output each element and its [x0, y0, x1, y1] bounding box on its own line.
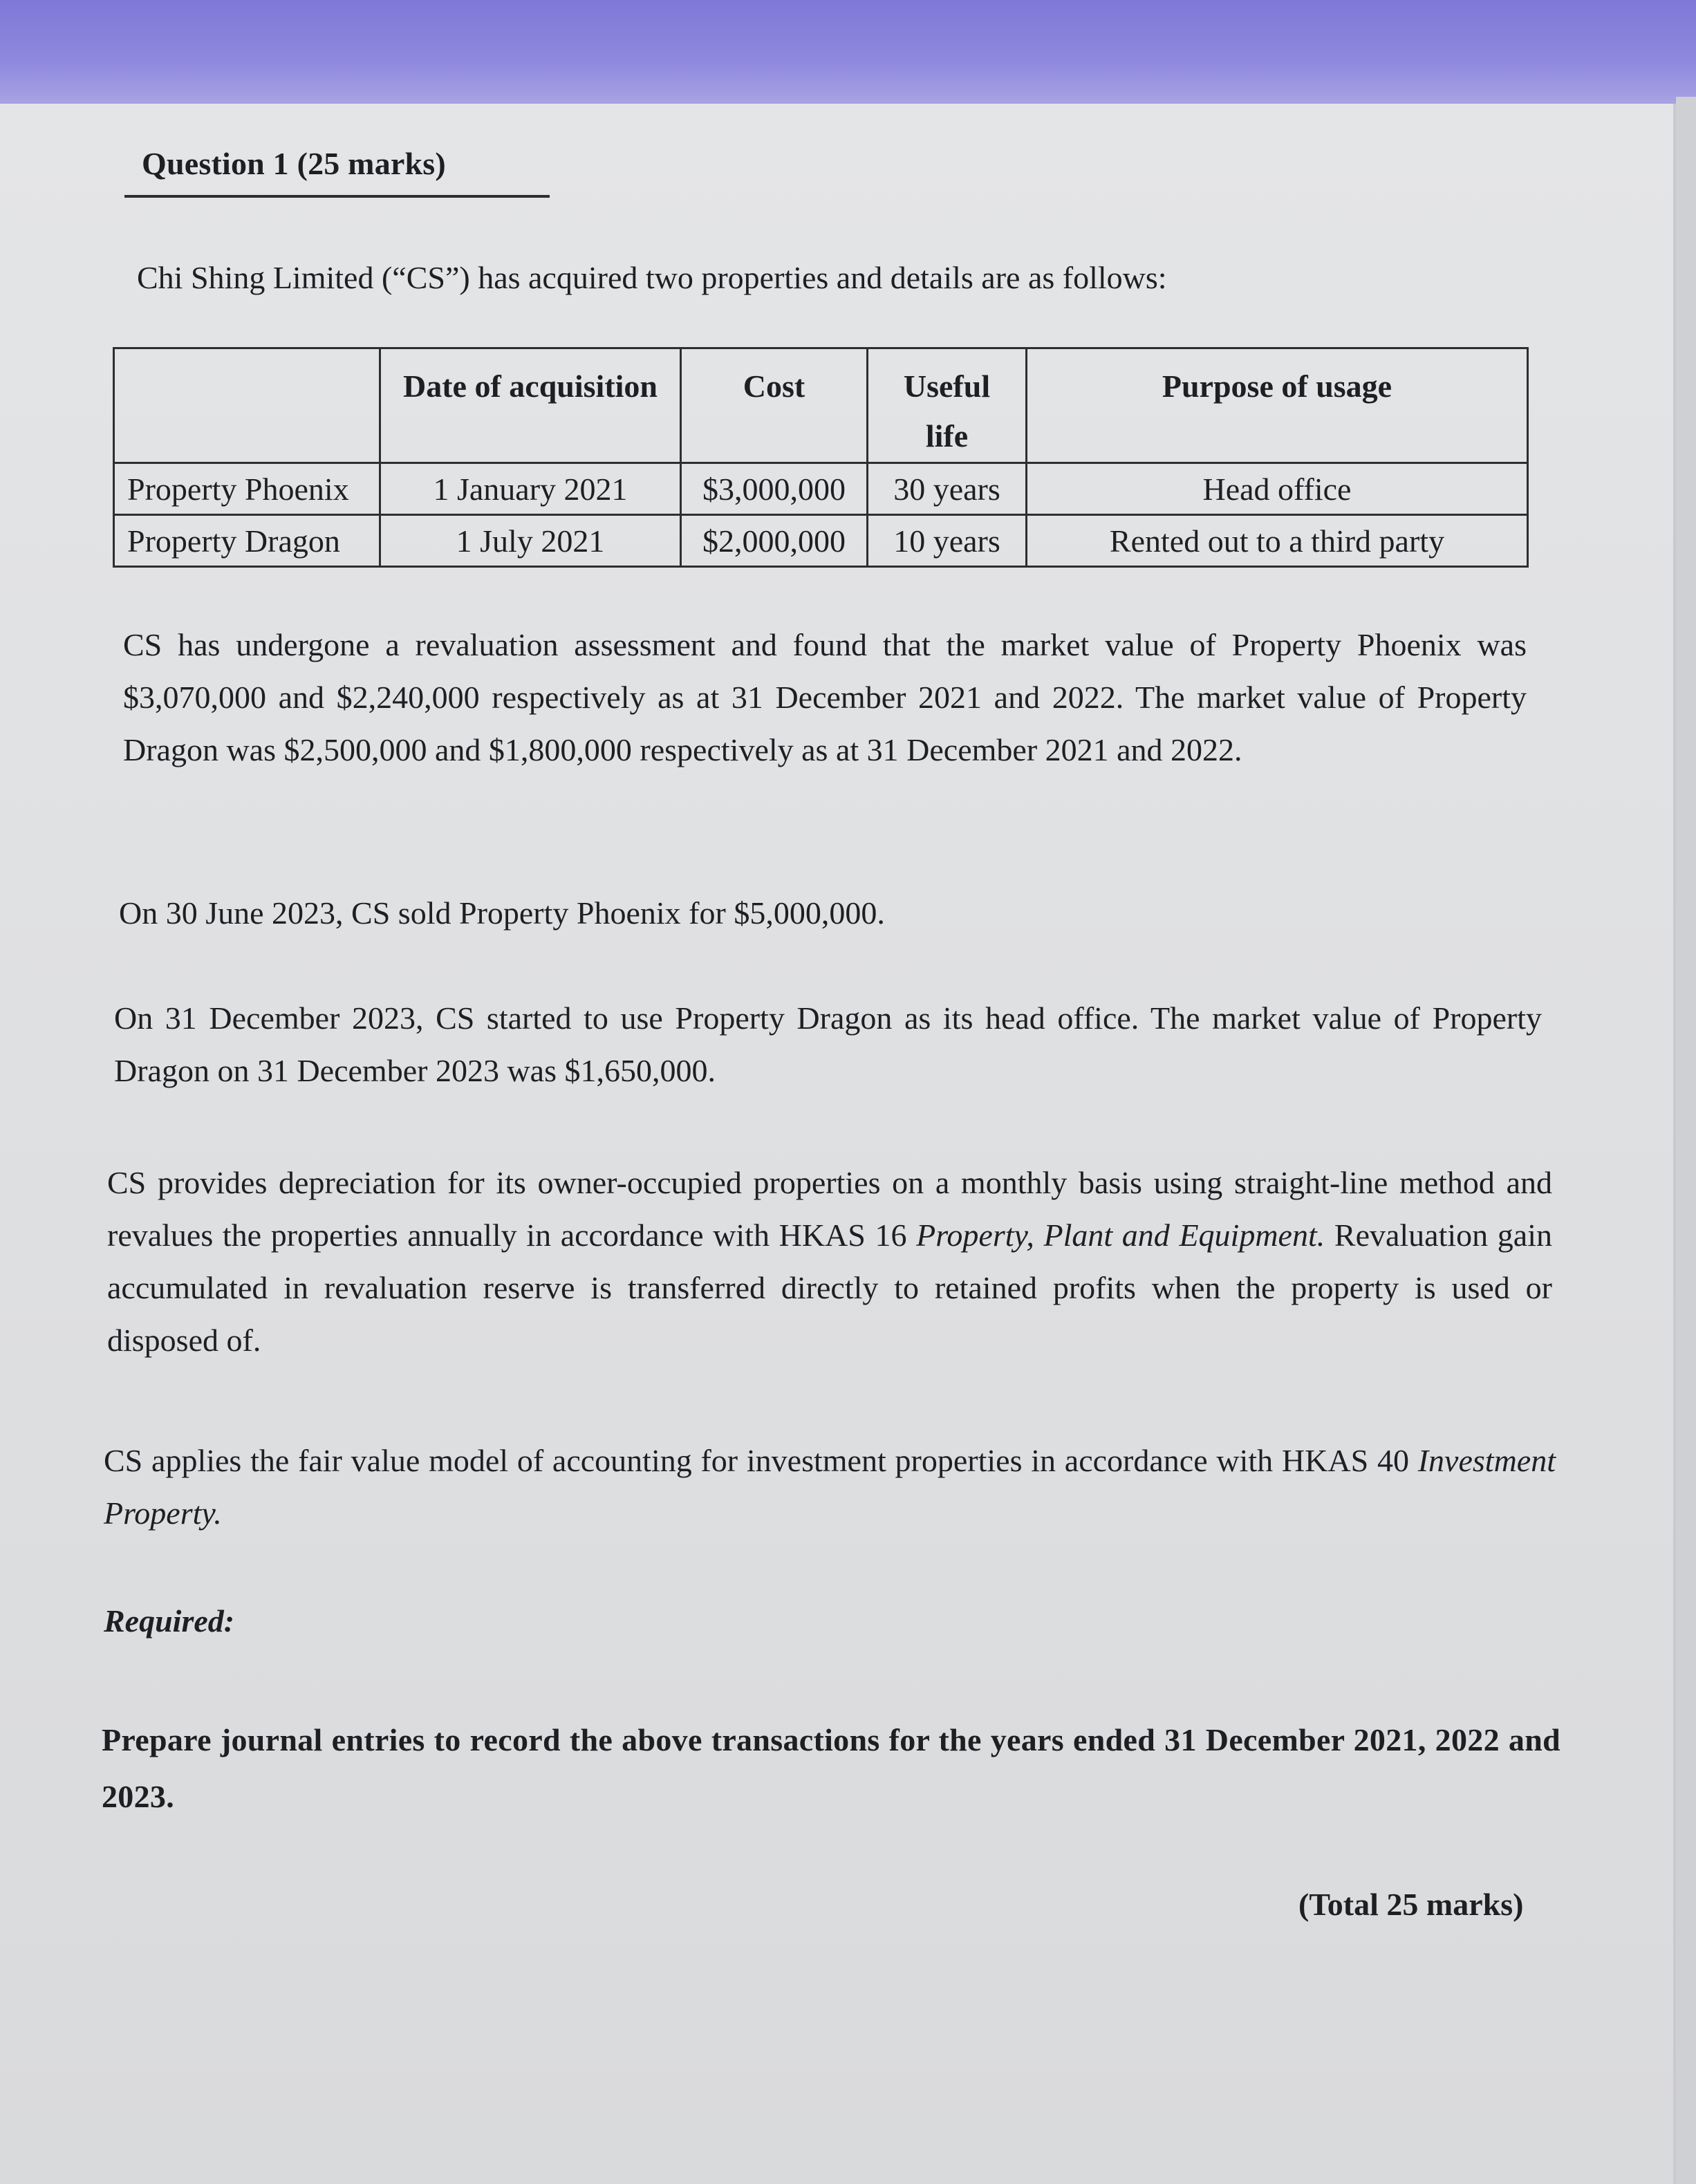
row-useful-life: 10 years	[868, 515, 1027, 567]
policy-space	[1170, 1217, 1180, 1253]
total-marks: (Total 25 marks)	[1298, 1887, 1524, 1922]
sale-paragraph: On 30 June 2023, CS sold Property Phoenix for $5,000,000.	[119, 895, 885, 931]
row-property-name: Property Dragon	[114, 515, 380, 567]
required-label: Required:	[104, 1603, 235, 1639]
row-property-name: Property Phoenix	[114, 463, 380, 515]
transfer-paragraph: On 31 December 2023, CS started to use Property Dragon as its head office. The market value of Property Dragon on 31 December 2023 was $1,650,000.	[114, 1000, 1542, 1088]
header-cost: Cost	[681, 348, 868, 463]
question-title-underline	[124, 195, 550, 198]
depreciation-policy-paragraph	[107, 1157, 1552, 1367]
row-useful-life: 30 years	[868, 463, 1027, 515]
row-cost: $3,000,000	[681, 463, 868, 515]
page-right-edge	[1676, 97, 1696, 2184]
property-table	[113, 347, 1529, 568]
row-purpose: Rented out to a third party	[1027, 515, 1528, 567]
header-useful-life	[868, 348, 1027, 463]
table-header-row	[114, 348, 1528, 463]
task-instruction: Prepare journal entries to record the above transactions for the years ended 31 December 2021, 2022 and 2023.	[102, 1722, 1560, 1814]
top-band	[0, 0, 1696, 104]
fair-value-text: CS applies the fair value model of accounting for investment properties in accordance with HKAS 40	[104, 1443, 1418, 1478]
table-row	[114, 463, 1528, 515]
fair-value-standard-title: Investment Property.	[104, 1443, 1556, 1531]
policy-standard-title-1: Property, Plant and	[916, 1217, 1170, 1253]
header-useful-life-line1: Useful	[903, 368, 991, 404]
header-useful-life-line2: life	[925, 418, 969, 454]
header-blank	[114, 348, 380, 463]
policy-standard-title-2: Equipment.	[1179, 1217, 1325, 1253]
intro-text: Chi Shing Limited (“CS”) has acquired two properties and details are as follows:	[137, 260, 1167, 295]
question-title: Question 1 (25 marks)	[142, 146, 446, 181]
revaluation-paragraph: CS has undergone a revaluation assessment and found that the market value of Property Phoenix was $3,070,000 and $2,240,000 respectively as at 31 December 2021 and 2022. The market value of Property Dragon was $2,500,000 and $1,800,000 respectively as at 31 December 2021 and 2022.	[123, 627, 1527, 767]
row-purpose: Head office	[1027, 463, 1528, 515]
header-date: Date of acquisition	[380, 348, 681, 463]
policy-text-2: Revaluation gain accumulated in revaluation reserve is transferred directly to retained profits when the property is used or disposed of.	[107, 1217, 1552, 1358]
row-acquisition-date: 1 January 2021	[380, 463, 681, 515]
table-row	[114, 515, 1528, 567]
fair-value-paragraph	[104, 1435, 1556, 1540]
row-acquisition-date: 1 July 2021	[380, 515, 681, 567]
row-cost: $2,000,000	[681, 515, 868, 567]
header-purpose: Purpose of usage	[1027, 348, 1528, 463]
policy-text-1: CS provides depreciation for its owner-occupied properties on a monthly basis using straight-line method and revalues the properties annually in accordance with HKAS 16	[107, 1165, 1552, 1253]
